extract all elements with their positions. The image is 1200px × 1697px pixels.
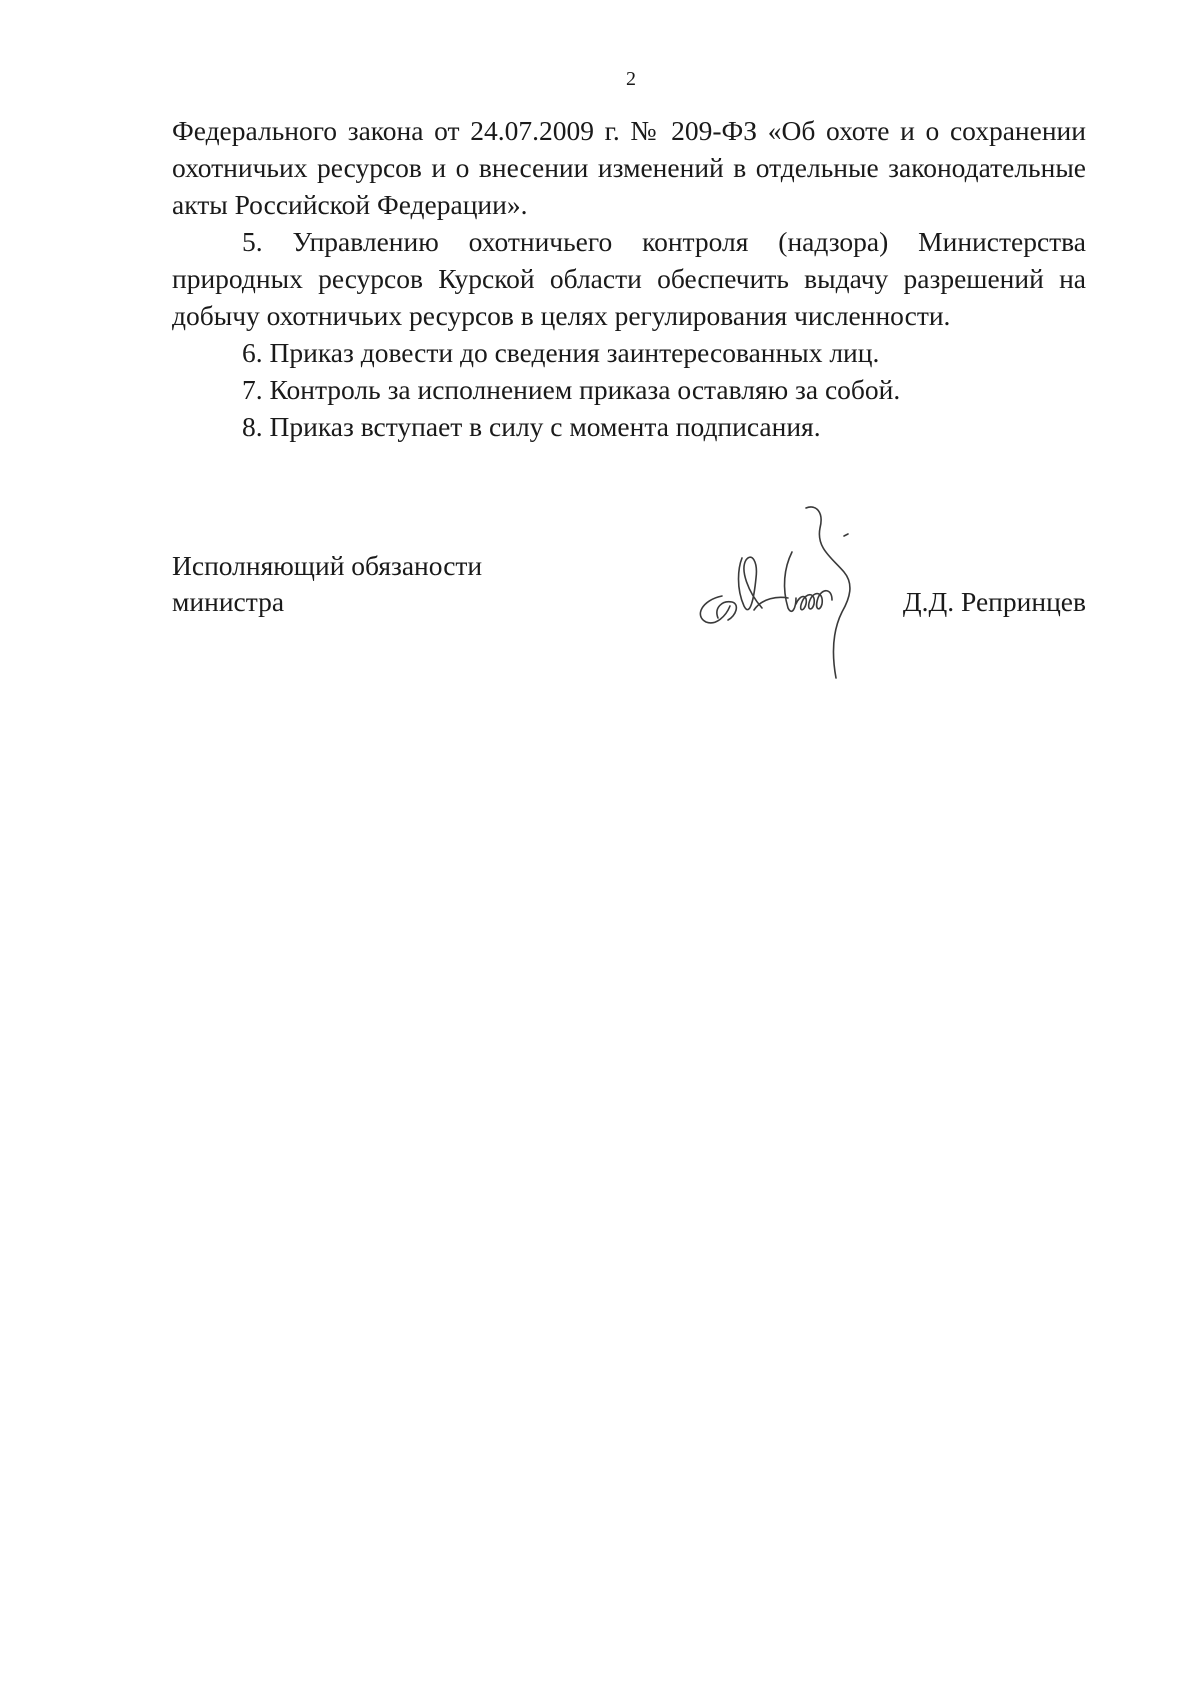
paragraph-law-reference: Федерального закона от 24.07.2009 г. № 209-ФЗ «Об охоте и о сохранении охотничьих ресурсов и о внесении изменений в отдельные законодательные акты Российской Федерации». — [172, 115, 1086, 220]
signature-block — [172, 548, 1086, 688]
handwritten-signature — [692, 488, 882, 688]
document-body — [172, 112, 1086, 445]
signer-position — [172, 548, 482, 620]
paragraph-item-8: 8. Приказ вступает в силу с момента подписания. — [242, 411, 821, 442]
signer-position-line2: министра — [172, 586, 285, 617]
signer-position-line1: Исполняющий обязаности — [172, 550, 483, 581]
paragraph-item-5: 5. Управлению охотничьего контроля (надзора) Министерства природных ресурсов Курской области обеспечить выдачу разрешений на добычу охотничьих ресурсов в целях регулирования численности. — [172, 226, 1086, 331]
paragraph-item-7: 7. Контроль за исполнением приказа оставляю за собой. — [242, 374, 901, 405]
signer-name: Д.Д. Репринцев — [902, 586, 1086, 617]
page-number: 2 — [626, 68, 636, 90]
paragraph-item-6: 6. Приказ довести до сведения заинтересованных лиц. — [242, 337, 880, 368]
